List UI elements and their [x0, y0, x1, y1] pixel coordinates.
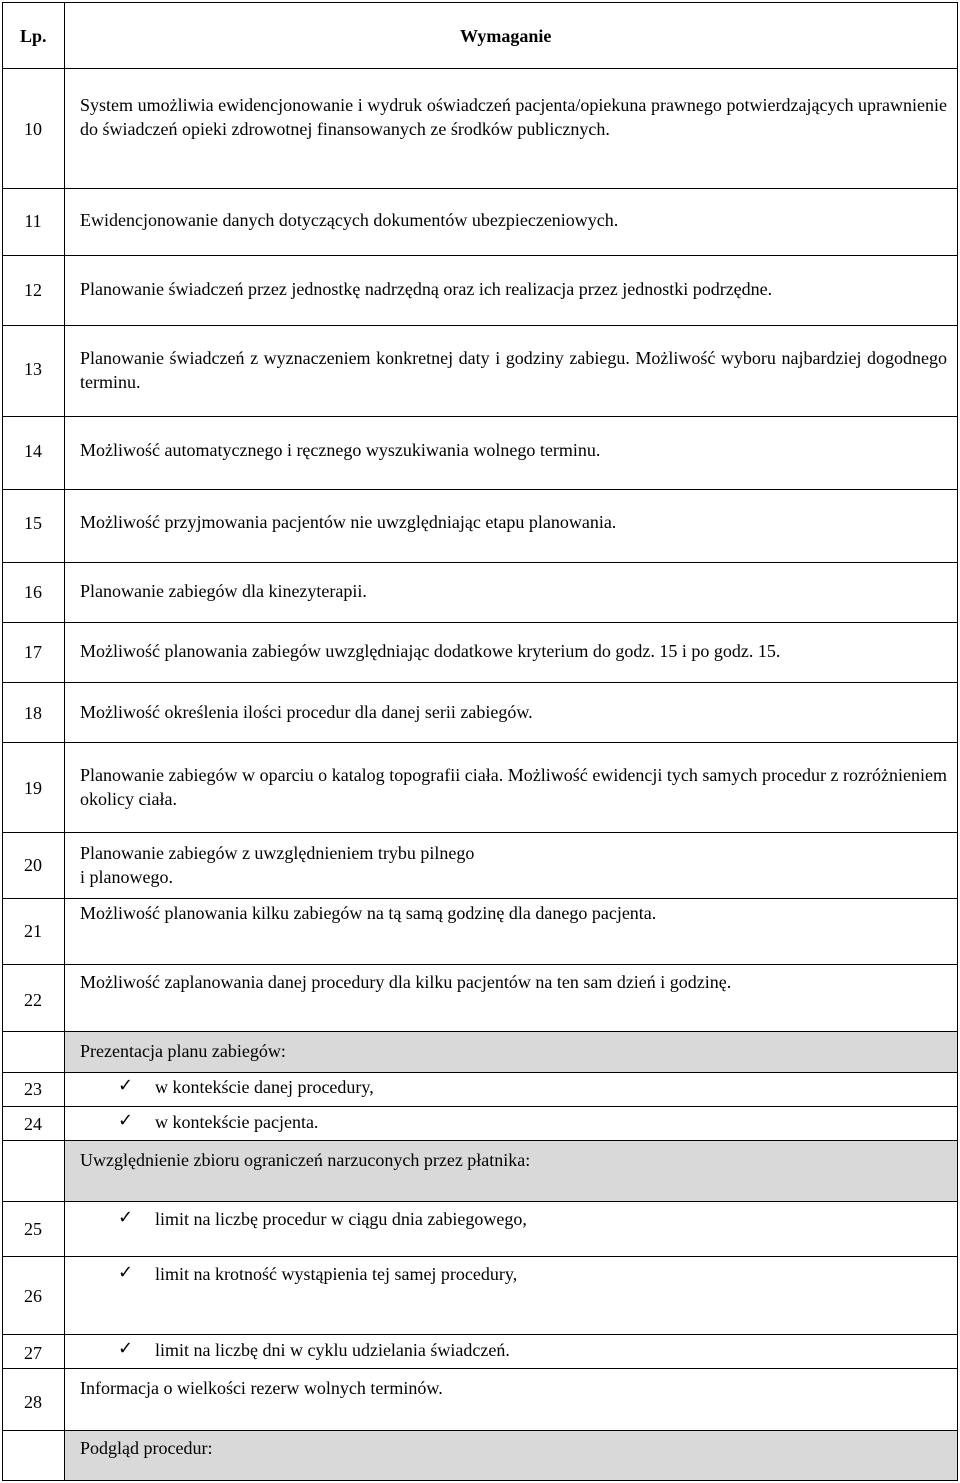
row-number: 13 — [24, 359, 42, 379]
requirement-text: Planowanie świadczeń z wyznaczeniem konkretnej daty i godziny zabiegu. Możliwość wyboru najbardziej dogodnego terminu. — [80, 348, 947, 392]
requirement-text: Możliwość zaplanowania danej procedury dla kilku pacjentów na ten sam dzień i godzinę. — [80, 972, 732, 992]
requirement-text: Planowanie zabiegów dla kinezyterapii. — [80, 581, 367, 601]
row-divider — [2, 562, 958, 563]
section-heading-podglad: Podgląd procedur: — [80, 1438, 213, 1458]
table-border-top — [2, 2, 958, 3]
column-header-lp: Lp. — [20, 26, 47, 46]
table-border-bottom — [2, 1480, 958, 1481]
row-divider — [2, 1334, 958, 1335]
row-number: 22 — [24, 990, 42, 1010]
row-divider — [2, 1368, 958, 1369]
checkmark-icon: ✓ — [118, 1110, 134, 1131]
row-number: 14 — [24, 441, 42, 461]
list-item-text: w kontekście danej procedury, — [155, 1077, 374, 1097]
column-header-requirement: Wymaganie — [460, 26, 552, 46]
row-divider — [2, 964, 958, 965]
row-number: 17 — [24, 642, 42, 662]
row-divider — [2, 742, 958, 743]
row-number: 10 — [24, 119, 42, 139]
row-number: 16 — [24, 582, 42, 602]
row-number: 25 — [24, 1219, 42, 1239]
row-number: 26 — [24, 1286, 42, 1306]
requirement-text: Możliwość planowania kilku zabiegów na tą samą godzinę dla danego pacjenta. — [80, 903, 657, 923]
requirement-text: Planowanie zabiegów w oparciu o katalog topografii ciała. Możliwość ewidencji tych samych procedur z rozróżnieniem okolicy ciała. — [80, 765, 947, 809]
requirement-text: Planowanie świadczeń przez jednostkę nadrzędną oraz ich realizacja przez jednostki podrzędne. — [80, 279, 773, 299]
row-divider — [2, 1072, 958, 1073]
requirement-text-line2: i planowego. — [80, 867, 173, 887]
row-divider — [2, 1201, 958, 1202]
row-number: 18 — [24, 703, 42, 723]
row-divider — [2, 325, 958, 326]
list-item-text: w kontekście pacjenta. — [155, 1112, 319, 1132]
row-number: 21 — [24, 921, 42, 941]
row-number: 11 — [24, 211, 42, 231]
row-number: 27 — [24, 1343, 42, 1363]
row-divider — [2, 255, 958, 256]
row-divider — [2, 622, 958, 623]
row-divider — [2, 1430, 958, 1431]
checkmark-icon: ✓ — [118, 1207, 134, 1228]
row-divider — [2, 489, 958, 490]
row-number: 19 — [24, 778, 42, 798]
row-divider — [2, 1106, 958, 1107]
row-divider — [2, 1031, 958, 1032]
requirement-text: Ewidencjonowanie danych dotyczących dokumentów ubezpieczeniowych. — [80, 210, 619, 230]
row-divider — [2, 188, 958, 189]
row-number: 15 — [24, 513, 42, 533]
checkmark-icon: ✓ — [118, 1262, 134, 1283]
row-divider — [2, 68, 958, 69]
list-item-text: limit na liczbę dni w cyklu udzielania świadczeń. — [155, 1340, 510, 1360]
row-divider — [2, 1140, 958, 1141]
section-heading-prezentacja: Prezentacja planu zabiegów: — [80, 1041, 286, 1061]
row-divider — [2, 416, 958, 417]
checkmark-icon: ✓ — [118, 1075, 134, 1096]
requirement-text: Możliwość automatycznego i ręcznego wyszukiwania wolnego terminu. — [80, 440, 601, 460]
requirement-text: Możliwość planowania zabiegów uwzględniając dodatkowe kryterium do godz. 15 i po godz. 15. — [80, 641, 781, 661]
list-item-text: limit na liczbę procedur w ciągu dnia zabiegowego, — [155, 1209, 527, 1229]
checkmark-icon: ✓ — [118, 1338, 134, 1359]
row-divider — [2, 682, 958, 683]
requirement-text: Możliwość określenia ilości procedur dla danej serii zabiegów. — [80, 702, 533, 722]
row-number: 24 — [24, 1114, 42, 1134]
section-heading-ograniczenia: Uwzględnienie zbioru ograniczeń narzuconych przez płatnika: — [80, 1150, 531, 1170]
row-divider — [2, 1256, 958, 1257]
requirement-text: Możliwość przyjmowania pacjentów nie uwzględniając etapu planowania. — [80, 512, 617, 532]
row-number: 23 — [24, 1079, 42, 1099]
list-item-text: limit na krotność wystąpienia tej samej procedury, — [155, 1264, 518, 1284]
row-number: 12 — [24, 280, 42, 300]
requirement-text: System umożliwia ewidencjonowanie i wydruk oświadczeń pacjenta/opiekuna prawnego potwierdzających uprawnienie do świadczeń opieki zdrowotnej finansowanych ze środków publicznych. — [80, 95, 947, 139]
requirement-text: Informacja o wielkości rezerw wolnych terminów. — [80, 1378, 443, 1398]
row-number: 20 — [24, 855, 42, 875]
row-divider — [2, 832, 958, 833]
row-divider — [2, 898, 958, 899]
requirement-text-line1: Planowanie zabiegów z uwzględnieniem trybu pilnego — [80, 843, 475, 863]
row-number: 28 — [24, 1392, 42, 1412]
